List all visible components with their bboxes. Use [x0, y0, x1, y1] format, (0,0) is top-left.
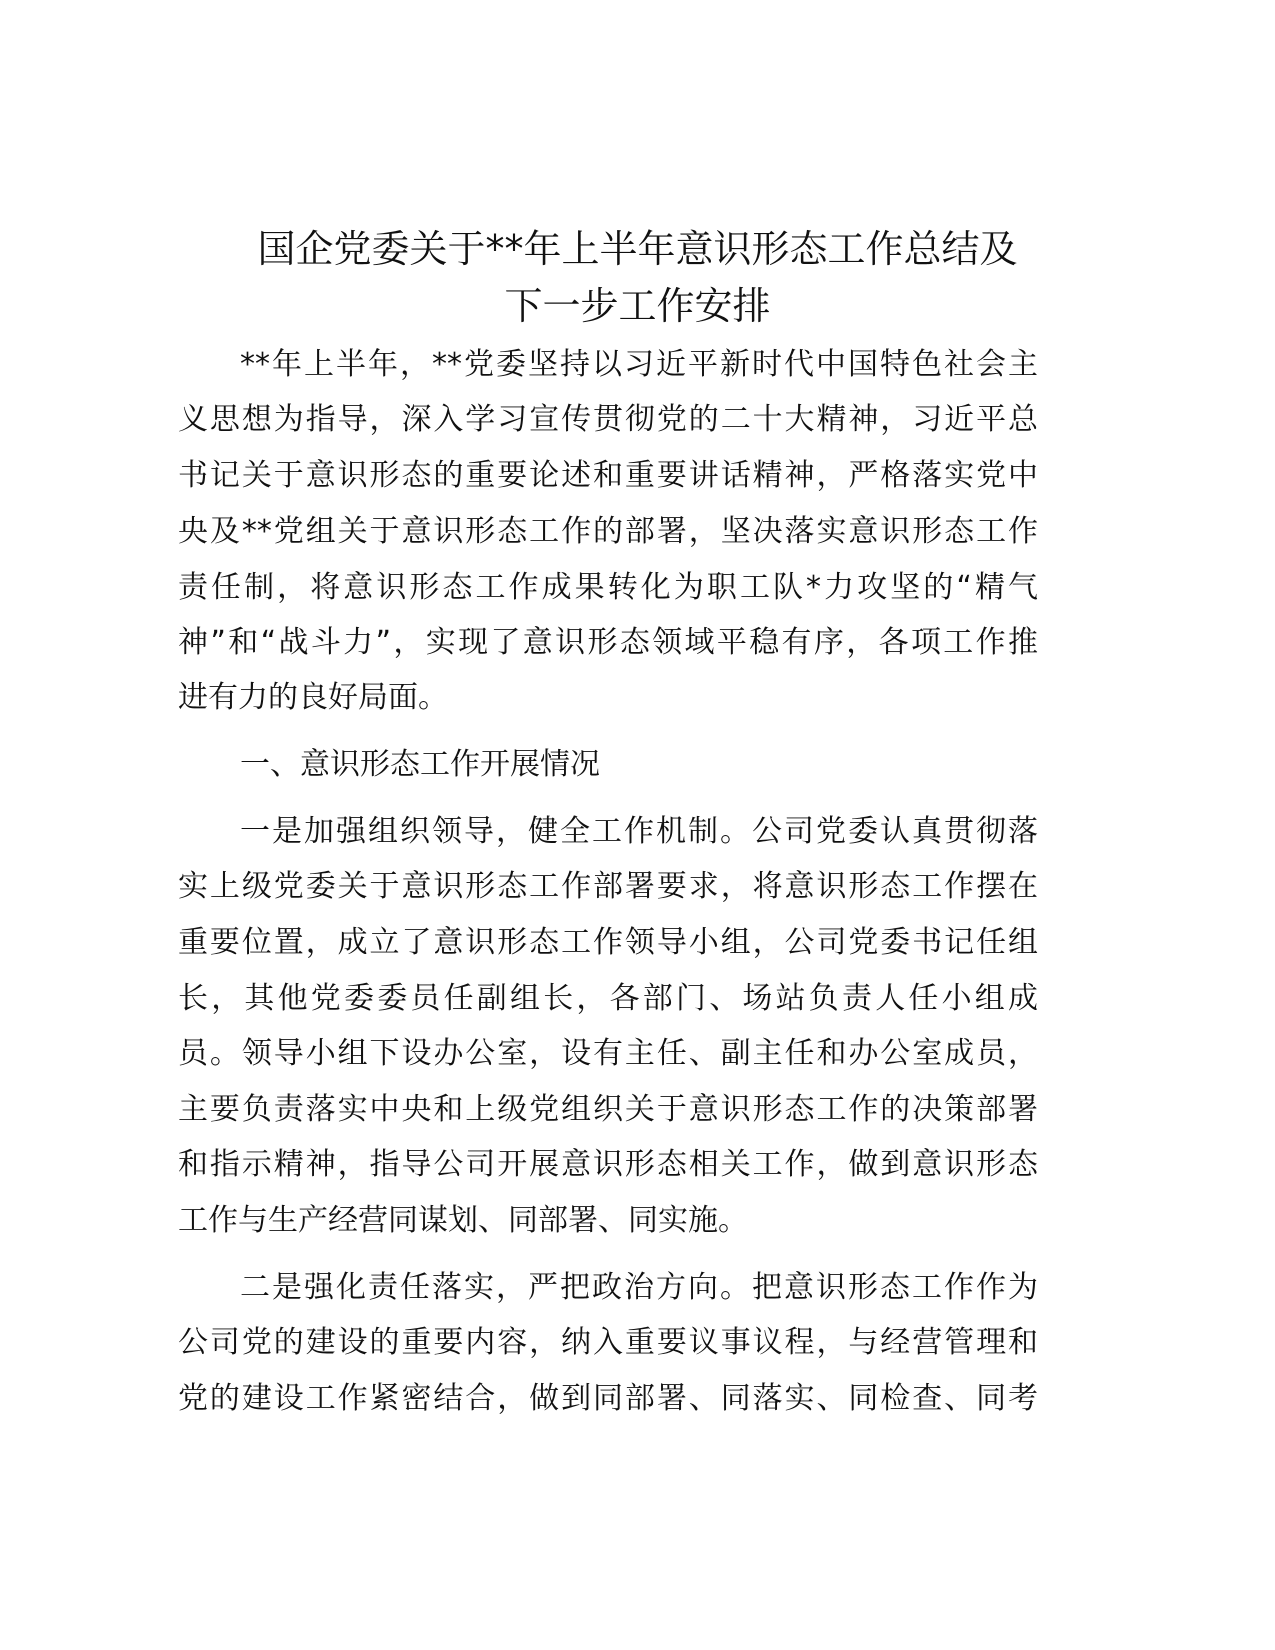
- text-line: 主要负责落实中央和上级党组织关于意识形态工作的决策部署: [178, 1092, 1038, 1127]
- text-line: 责任制，将意识形态工作成果转化为职工队*力攻坚的“精气: [178, 570, 1038, 605]
- text-line: 工作与生产经营同谋划、同部署、同实施。: [178, 1203, 748, 1238]
- text-line: 和指示精神，指导公司开展意识形态相关工作，做到意识形态: [178, 1147, 1038, 1182]
- text-line: 党的建设工作紧密结合，做到同部署、同落实、同检查、同考: [178, 1381, 1038, 1416]
- text-line: 书记关于意识形态的重要论述和重要讲话精神，严格落实党中: [178, 458, 1038, 493]
- text-line: 央及**党组关于意识形态工作的部署，坚决落实意识形态工作: [178, 514, 1038, 549]
- text-line: 长，其他党委委员任副组长，各部门、场站负责人任小组成: [178, 981, 1038, 1016]
- text-line: 一是加强组织领导，健全工作机制。公司党委认真贯彻落: [240, 814, 1038, 849]
- text-line: 二是强化责任落实，严把政治方向。把意识形态工作作为: [240, 1270, 1038, 1305]
- section-heading: 一、意识形态工作开展情况: [240, 747, 600, 782]
- text-line: 重要位置，成立了意识形态工作领导小组，公司党委书记任组: [178, 925, 1038, 960]
- text-line: 义思想为指导，深入学习宣传贯彻党的二十大精神，习近平总: [178, 402, 1038, 437]
- text-line: **年上半年，**党委坚持以习近平新时代中国特色社会主: [240, 347, 1038, 382]
- text-line: 实上级党委关于意识形态工作部署要求，将意识形态工作摆在: [178, 869, 1038, 904]
- text-line: 员。领导小组下设办公室，设有主任、副主任和办公室成员，: [178, 1036, 1038, 1071]
- text-line: 神”和“战斗力”，实现了意识形态领域平稳有序，各项工作推: [178, 625, 1038, 660]
- title-line: 国企党委关于**年上半年意识形态工作总结及: [257, 227, 1018, 271]
- title-line: 下一步工作安排: [504, 284, 771, 328]
- text-line: 进有力的良好局面。: [178, 680, 448, 715]
- text-line: 公司党的建设的重要内容，纳入重要议事议程，与经营管理和: [178, 1325, 1038, 1360]
